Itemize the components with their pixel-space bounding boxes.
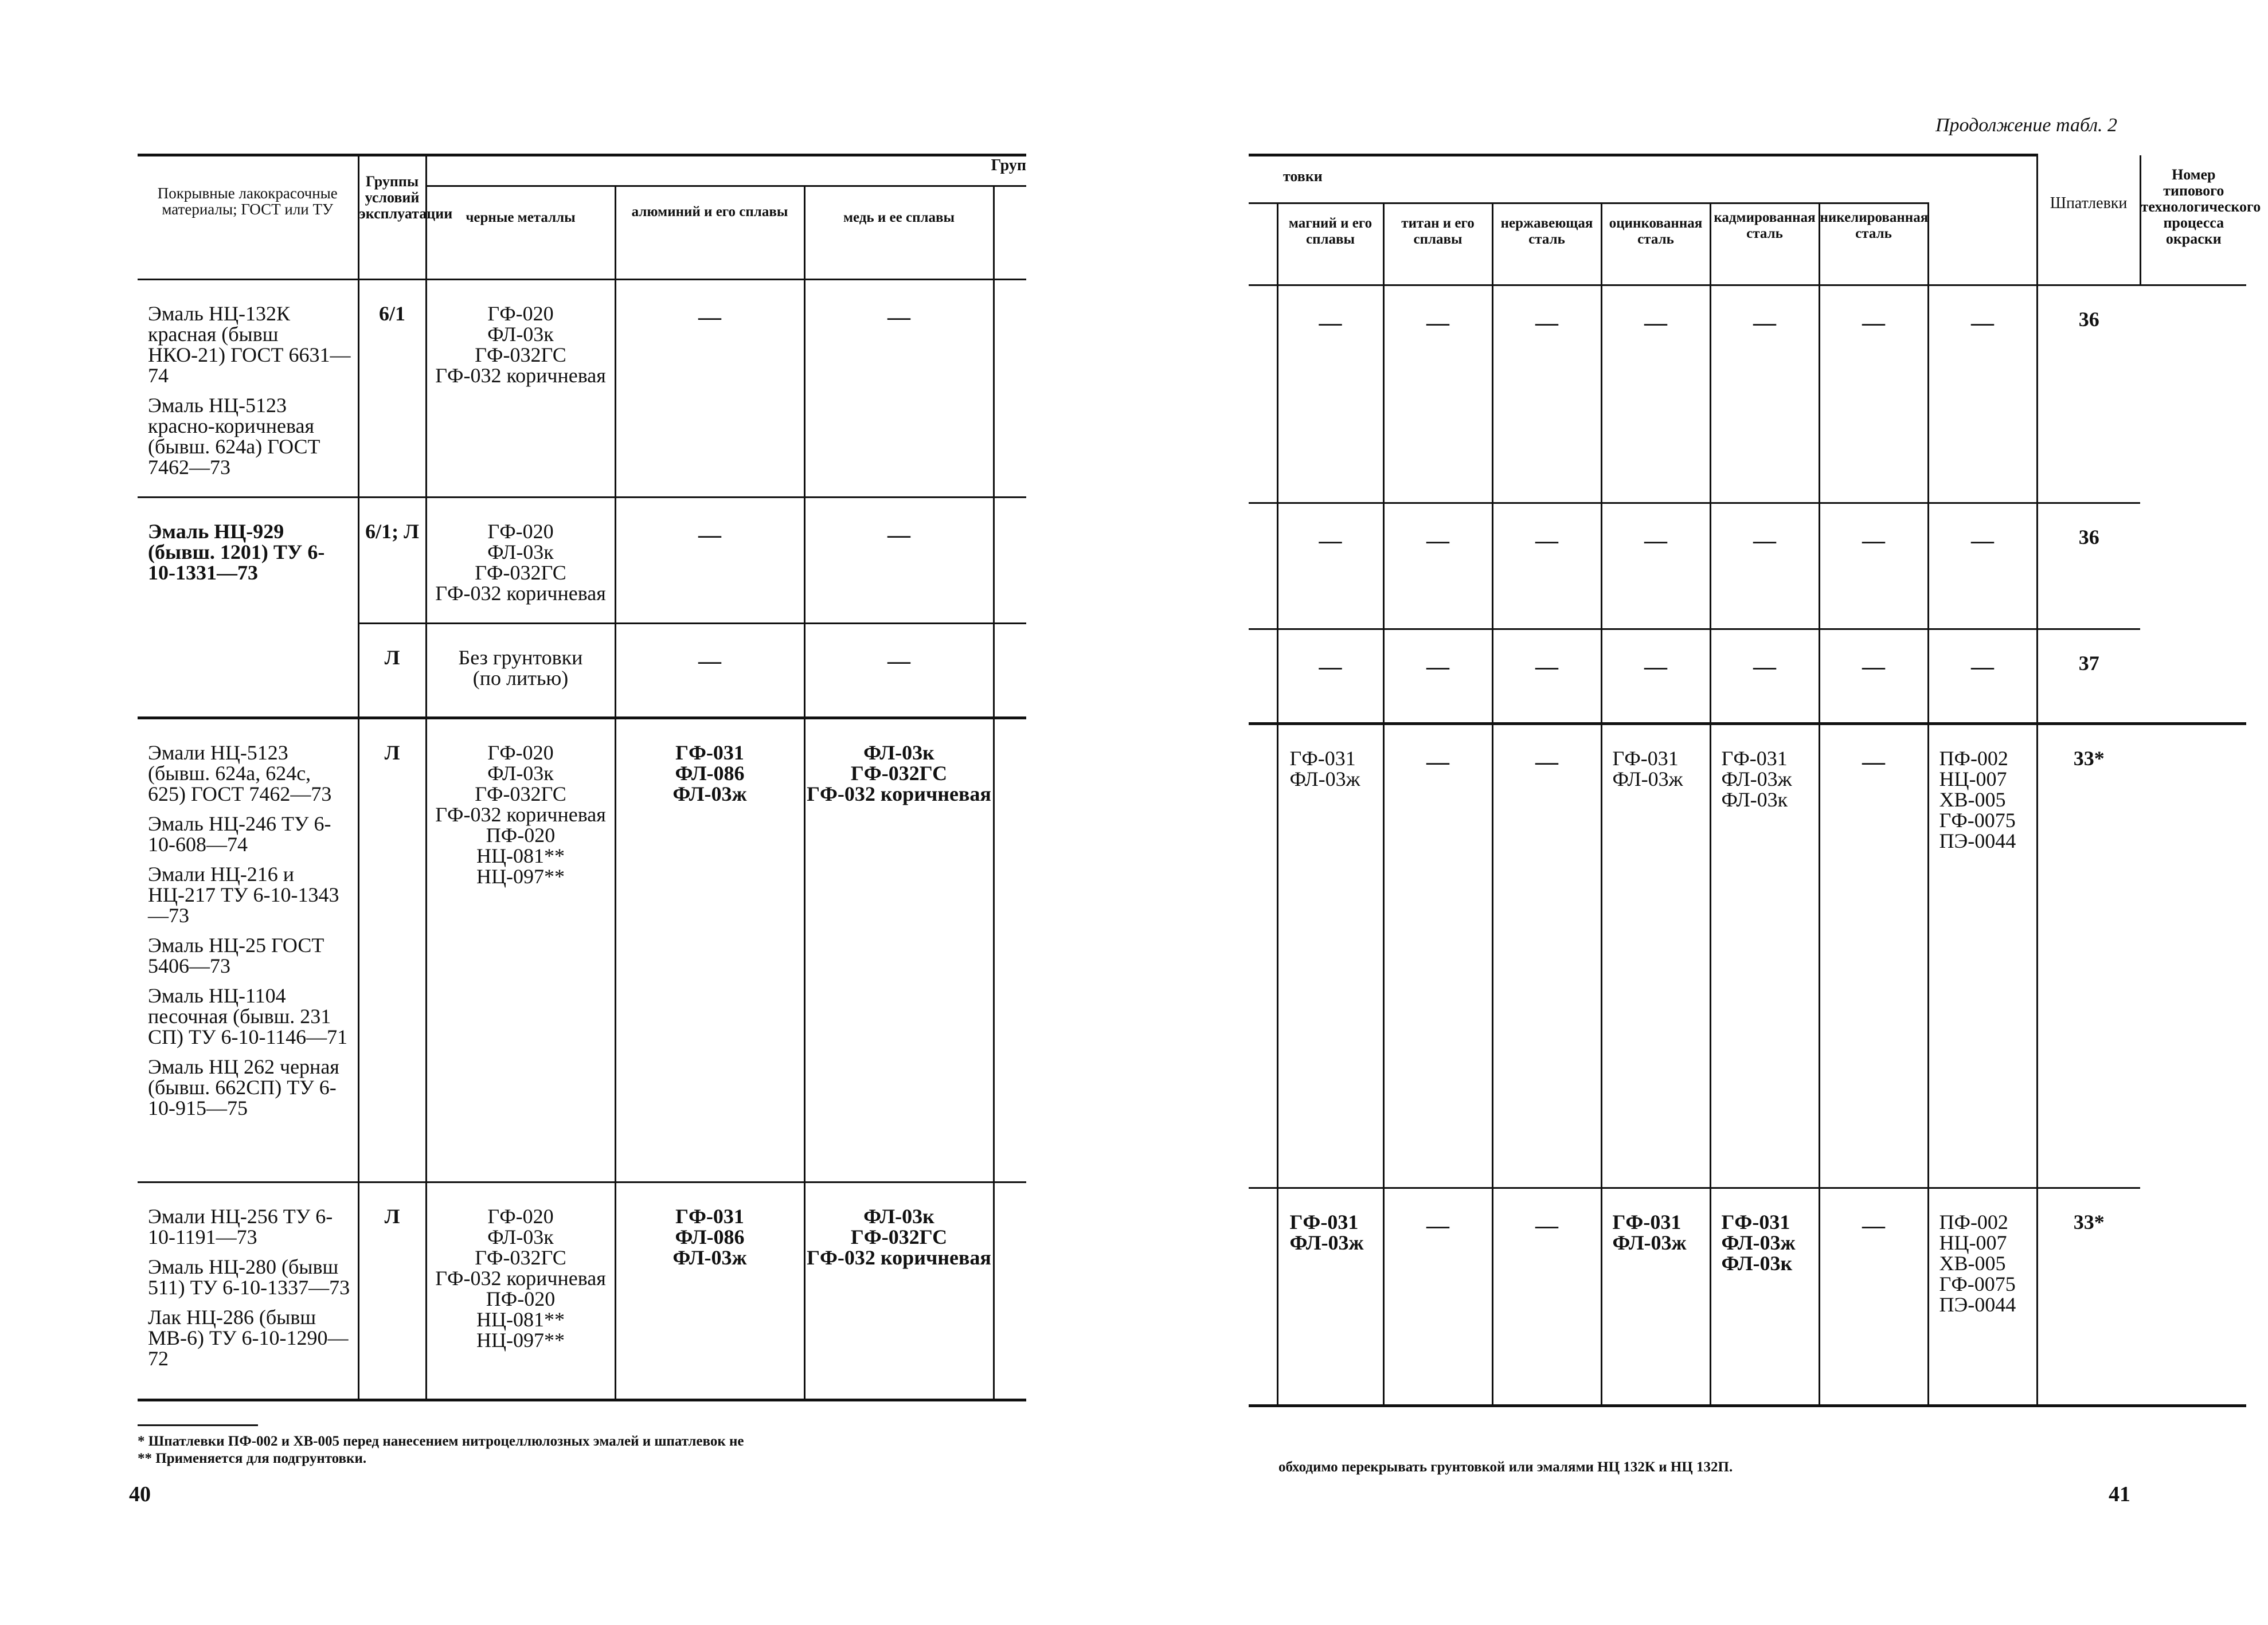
process-cell: 36 <box>2037 503 2140 629</box>
nickel-cell: — <box>1819 629 1928 724</box>
nickel-cell: — <box>1819 285 1928 503</box>
nickel-cell: — <box>1819 1188 1928 1406</box>
header-groups: Группы условий эксплуатации <box>358 155 426 280</box>
copper-cell: — <box>804 280 994 498</box>
material-item: Эмаль НЦ-5123 красно-коричневая (бывш. 624а) ГОСТ 7462—73 <box>148 394 320 479</box>
zinc-cell: ГФ-031 ФЛ-03ж <box>1601 1188 1710 1406</box>
material-item: Эмаль НЦ-1104 песочная (бывш. 231 СП) ТУ 6-10-1146—71 <box>148 984 348 1048</box>
header-magnesium: магний и его сплавы <box>1277 203 1383 285</box>
materials-cell <box>138 280 358 498</box>
copper-cell: ФЛ-03к ГФ-032ГС ГФ-032 коричневая <box>804 1182 994 1400</box>
table-row <box>138 280 1026 498</box>
cadmium-cell: — <box>1710 285 1819 503</box>
group-label-right: товки <box>1283 168 1323 185</box>
group-label-left: Груп <box>991 156 1027 174</box>
putty-cell: — <box>1928 503 2037 629</box>
continuation-title: Продолжение табл. 2 <box>1935 115 2118 136</box>
magnesium-cell: — <box>1277 629 1383 724</box>
header-process: Номер типового технологического процесса окраски <box>2140 155 2246 285</box>
process-cell: 33* <box>2037 724 2140 1188</box>
putty-cell: — <box>1928 629 2037 724</box>
group-cell: 6/1; Л <box>358 498 426 624</box>
left-table <box>138 154 1026 1401</box>
stainless-cell: — <box>1492 629 1601 724</box>
zinc-cell: ГФ-031 ФЛ-03ж <box>1601 724 1710 1188</box>
process-cell: 33* <box>2037 1188 2140 1406</box>
header-nickel: никелированная сталь <box>1819 203 1928 285</box>
group-cell: Л <box>358 1182 426 1400</box>
magnesium-cell: ГФ-031 ФЛ-03ж <box>1277 1188 1383 1406</box>
cadmium-cell: — <box>1710 629 1819 724</box>
header-aluminum: алюминий и его сплавы <box>615 186 804 280</box>
header-ferrous: черные металлы <box>426 186 615 280</box>
material-item: Эмали НЦ-216 и НЦ-217 ТУ 6-10-1343—73 <box>148 863 339 927</box>
copper-cell: — <box>804 498 994 624</box>
magnesium-cell: ГФ-031 ФЛ-03ж <box>1277 724 1383 1188</box>
cadmium-cell: ГФ-031 ФЛ-03ж ФЛ-03к <box>1710 1188 1819 1406</box>
cadmium-cell: — <box>1710 503 1819 629</box>
ferrous-cell: ГФ-020 ФЛ-03к ГФ-032ГС ГФ-032 коричневая <box>426 498 615 624</box>
table-row <box>138 1182 1026 1400</box>
materials-cell <box>138 498 358 718</box>
material-item: Лак НЦ-286 (бывш МВ-6) ТУ 6-10-1290—72 <box>148 1306 349 1370</box>
right-table <box>1249 154 2261 1407</box>
header-putty: Шпатлевки <box>2037 155 2140 285</box>
aluminum-cell: ГФ-031 ФЛ-086 ФЛ-03ж <box>615 718 804 1182</box>
table-row <box>138 498 1026 624</box>
page-number-right: 41 <box>2109 1482 2130 1506</box>
table-row <box>1249 724 2246 1188</box>
footnote-double-star: ** Применяется для подгрунтовки. <box>138 1451 367 1466</box>
right-page <box>1134 0 2268 1625</box>
copper-cell: ФЛ-03к ГФ-032ГС ГФ-032 коричневая <box>804 718 994 1182</box>
aluminum-cell: — <box>615 624 804 718</box>
titanium-cell: — <box>1383 724 1492 1188</box>
magnesium-cell: — <box>1277 503 1383 629</box>
material-item: Эмаль НЦ-132К красная (бывш НКО-21) ГОСТ 6631—74 <box>148 302 351 387</box>
zinc-cell: — <box>1601 503 1710 629</box>
magnesium-cell: — <box>1277 285 1383 503</box>
table-row <box>138 718 1026 1182</box>
table-row <box>1249 629 2246 724</box>
putty-cell: ПФ-002 НЦ-007 ХВ-005 ГФ-0075 ПЭ-0044 <box>1928 1188 2037 1406</box>
group-cell: 6/1 <box>358 280 426 498</box>
aluminum-cell: ГФ-031 ФЛ-086 ФЛ-03ж <box>615 1182 804 1400</box>
table-row <box>1249 285 2246 503</box>
page-number-left: 40 <box>129 1482 151 1506</box>
material-item: Эмаль НЦ 262 черная (бывш. 662СП) ТУ 6-10-915—75 <box>148 1055 339 1119</box>
material-item: Эмали НЦ-256 ТУ 6-10-1191—73 <box>148 1205 333 1248</box>
nickel-cell: — <box>1819 724 1928 1188</box>
header-materials: Покрывные лакокрасочные материалы; ГОСТ или ТУ <box>138 155 358 280</box>
footnote-star-right: обходимо перекрывать грунтовкой или эмалями НЦ 132К и НЦ 132П. <box>1278 1459 1733 1475</box>
material-item: Эмаль НЦ-929 (бывш. 1201) ТУ 6-10-1331—73 <box>148 520 325 584</box>
table-row <box>1249 1188 2246 1406</box>
process-cell: 37 <box>2037 629 2140 724</box>
zinc-cell: — <box>1601 629 1710 724</box>
stainless-cell: — <box>1492 285 1601 503</box>
footnote-star-left: * Шпатлевки ПФ-002 и ХВ-005 перед нанесением нитроцеллюлозных эмалей и шпатлевок не <box>138 1434 744 1449</box>
table-row <box>1249 503 2246 629</box>
stainless-cell: — <box>1492 724 1601 1188</box>
cadmium-cell: ГФ-031 ФЛ-03ж ФЛ-03к <box>1710 724 1819 1188</box>
copper-cell: — <box>804 624 994 718</box>
header-zinc: оцинкованная сталь <box>1601 203 1710 285</box>
titanium-cell: — <box>1383 285 1492 503</box>
titanium-cell: — <box>1383 503 1492 629</box>
aluminum-cell: — <box>615 498 804 624</box>
stainless-cell: — <box>1492 1188 1601 1406</box>
header-stainless: нержавеющая сталь <box>1492 203 1601 285</box>
footnote-rule <box>138 1424 258 1426</box>
titanium-cell: — <box>1383 629 1492 724</box>
material-item: Эмали НЦ-5123 (бывш. 624а, 624с, 625) ГОСТ 7462—73 <box>148 741 332 805</box>
header-titanium: титан и его сплавы <box>1383 203 1492 285</box>
aluminum-cell: — <box>615 280 804 498</box>
ferrous-cell: ГФ-020 ФЛ-03к ГФ-032ГС ГФ-032 коричневая ПФ-020 НЦ-081** НЦ-097** <box>426 1182 615 1400</box>
nickel-cell: — <box>1819 503 1928 629</box>
stainless-cell: — <box>1492 503 1601 629</box>
ferrous-cell: ГФ-020 ФЛ-03к ГФ-032ГС ГФ-032 коричневая <box>426 280 615 498</box>
material-item: Эмаль НЦ-25 ГОСТ 5406—73 <box>148 934 324 977</box>
material-item: Эмаль НЦ-246 ТУ 6-10-608—74 <box>148 812 331 856</box>
material-item: Эмаль НЦ-280 (бывш 511) ТУ 6-10-1337—73 <box>148 1255 350 1299</box>
putty-cell: — <box>1928 285 2037 503</box>
ferrous-cell: ГФ-020 ФЛ-03к ГФ-032ГС ГФ-032 коричневая ПФ-020 НЦ-081** НЦ-097** <box>426 718 615 1182</box>
ferrous-cell: Без грунтовки (по литью) <box>426 624 615 718</box>
header-cadmium: кадмированная сталь <box>1710 203 1819 285</box>
zinc-cell: — <box>1601 285 1710 503</box>
titanium-cell: — <box>1383 1188 1492 1406</box>
materials-cell <box>138 718 358 1182</box>
group-cell: Л <box>358 718 426 1182</box>
materials-cell <box>138 1182 358 1400</box>
group-cell: Л <box>358 624 426 718</box>
process-cell: 36 <box>2037 285 2140 503</box>
header-copper: медь и ее сплавы <box>804 186 994 280</box>
putty-cell: ПФ-002 НЦ-007 ХВ-005 ГФ-0075 ПЭ-0044 <box>1928 724 2037 1188</box>
